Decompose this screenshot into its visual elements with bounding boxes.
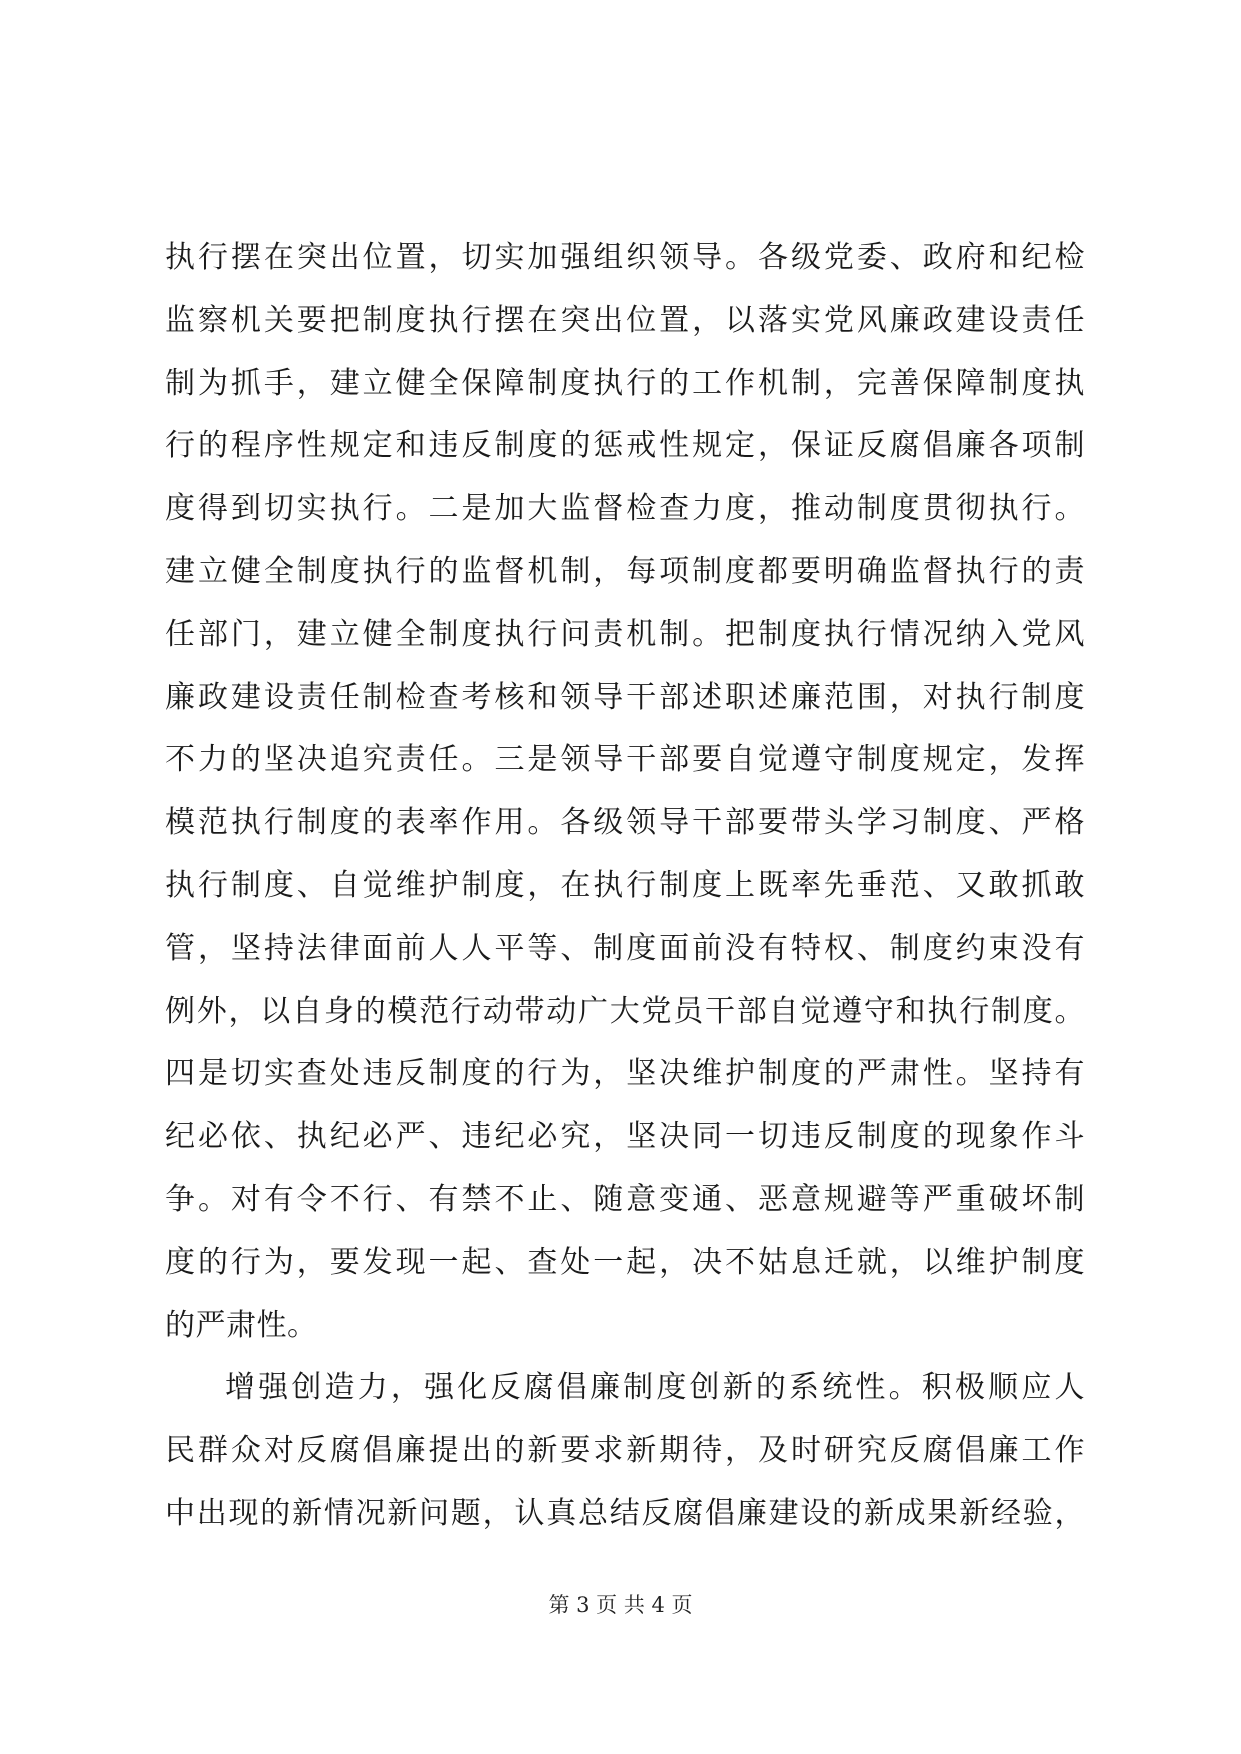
text-line: 度的行为，要发现一起、查处一起，决不姑息迁就，以维护制度 <box>165 1244 1085 1280</box>
text-line: 民群众对反腐倡廉提出的新要求新期待，及时研究反腐倡廉工作 <box>165 1433 1085 1469</box>
text-line: 廉政建设责任制检查考核和领导干部述职述廉范围，对执行制度 <box>165 679 1085 715</box>
text-line: 不力的坚决追究责任。三是领导干部要自觉遵守制度规定，发挥 <box>165 742 1085 778</box>
text-line: 争。对有令不行、有禁不止、随意变通、恶意规避等严重破坏制 <box>165 1181 1085 1217</box>
page-number-label: 第 3 页 共 4 页 <box>548 1593 693 1617</box>
body-text <box>165 227 1085 1546</box>
text-line: 的严肃性。 <box>165 1307 318 1343</box>
text-line: 中出现的新情况新问题，认真总结反腐倡廉建设的新成果新经验， <box>165 1495 1085 1531</box>
text-line: 度得到切实执行。二是加大监督检查力度，推动制度贯彻执行。 <box>165 491 1085 527</box>
text-line: 执行摆在突出位置，切实加强组织领导。各级党委、政府和纪检 <box>165 240 1085 275</box>
text-line: 行的程序性规定和违反制度的惩戒性规定，保证反腐倡廉各项制 <box>165 428 1085 464</box>
text-line: 建立健全制度执行的监督机制，每项制度都要明确监督执行的责 <box>165 553 1085 589</box>
page-footer <box>0 1590 1241 1620</box>
text-line: 管，坚持法律面前人人平等、制度面前没有特权、制度约束没有 <box>165 930 1085 966</box>
text-line: 例外，以自身的模范行动带动广大党员干部自觉遵守和执行制度。 <box>165 993 1085 1029</box>
text-line: 执行制度、自觉维护制度，在执行制度上既率先垂范、又敢抓敢 <box>165 867 1085 903</box>
text-line: 纪必依、执纪必严、违纪必究，坚决同一切违反制度的现象作斗 <box>165 1119 1085 1155</box>
text-line: 监察机关要把制度执行摆在突出位置，以落实党风廉政建设责任 <box>165 302 1085 338</box>
text-line: 四是切实查处违反制度的行为，坚决维护制度的严肃性。坚持有 <box>165 1056 1085 1092</box>
text-line: 模范执行制度的表率作用。各级领导干部要带头学习制度、严格 <box>165 805 1085 841</box>
text-line: 制为抓手，建立健全保障制度执行的工作机制，完善保障制度执 <box>165 365 1085 401</box>
paragraph-first-line: 增强创造力，强化反腐倡廉制度创新的系统性。积极顺应人 <box>225 1370 1085 1406</box>
text-line: 任部门，建立健全制度执行问责机制。把制度执行情况纳入党风 <box>165 616 1085 652</box>
